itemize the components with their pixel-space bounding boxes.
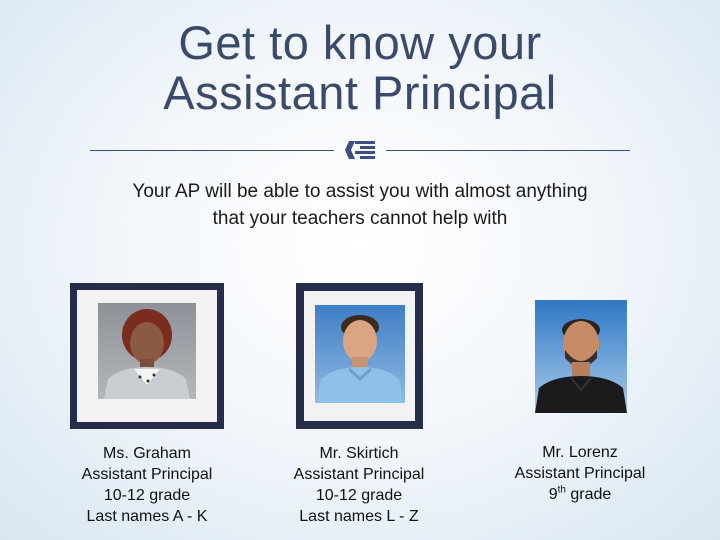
title-divider-left: [90, 150, 334, 151]
slide-subtitle: [60, 178, 660, 232]
staff-last-names: Last names A - K: [86, 508, 208, 525]
staff-role: Assistant Principal: [81, 466, 213, 483]
staff-caption-lorenz: [480, 442, 680, 505]
grade-number: 9: [548, 486, 558, 503]
staff-name: Mr. Lorenz: [542, 444, 618, 461]
staff-grade: [480, 484, 680, 505]
staff-role: Assistant Principal: [514, 465, 646, 482]
slide-title: [0, 18, 720, 118]
portrait-photo-skirtich: [315, 305, 405, 403]
portrait-photo-graham: [98, 303, 196, 399]
grade-ordinal-suffix: th: [557, 484, 566, 496]
divider-ornament-icon: [343, 137, 377, 163]
staff-caption-skirtich: [259, 443, 459, 527]
staff-last-names: Last names L - Z: [299, 508, 419, 525]
portrait-photo-lorenz: [535, 300, 627, 413]
grade-word: grade: [565, 486, 612, 503]
subtitle-line-1: Your AP will be able to assist you with almost anything: [132, 181, 588, 202]
staff-grade: 10-12 grade: [103, 487, 191, 504]
subtitle-line-2: that your teachers cannot help with: [212, 208, 508, 229]
slide-title-line-1: Get to know your: [178, 16, 542, 69]
staff-name: Ms. Graham: [102, 445, 191, 462]
staff-role: Assistant Principal: [293, 466, 425, 483]
slide-title-line-2: Assistant Principal: [163, 66, 557, 119]
photo-frame-graham: [70, 283, 224, 429]
staff-caption-graham: [47, 443, 247, 527]
staff-grade: 10-12 grade: [315, 487, 403, 504]
photo-frame-skirtich: [296, 283, 423, 429]
staff-name: Mr. Skirtich: [319, 445, 399, 462]
title-divider-right: [386, 150, 630, 151]
